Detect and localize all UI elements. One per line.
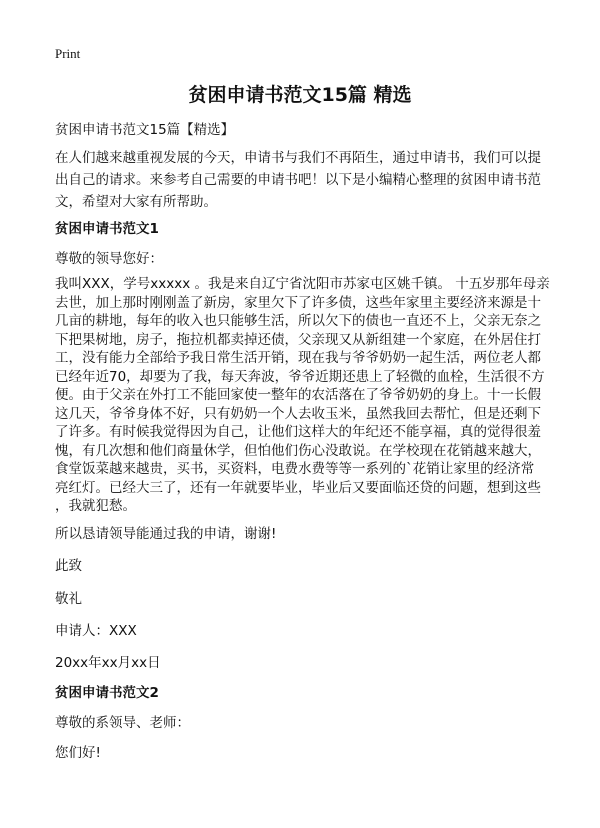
applicant: 申请人：XXX <box>55 623 137 639</box>
salutation: 尊敬的系领导、老师： <box>55 715 190 731</box>
regards-line: 敬礼 <box>55 591 82 607</box>
text-line: 在人们越来越重视发展的今天，申请书与我们不再陌生，通过申请书，我们可以提 <box>55 150 541 166</box>
text-line: 便。由于父亲在外打工不能回家使一整年的农活落在了爷爷奶奶的身上。十一长假 <box>55 387 541 403</box>
text-line: 愧，有几次想和他们商量休学，但怕他们伤心没敢说。在学校现在花销越来越大， <box>55 442 541 459</box>
subtitle: 贫困申请书范文15篇【精选】 <box>55 122 235 138</box>
text-line: 文，希望对大家有所帮助。 <box>55 194 217 210</box>
text-line: 几亩的耕地，每年的收入也只能够生活，所以欠下的债也一直还不上，父亲无奈之 <box>55 313 541 329</box>
body-paragraph <box>55 275 550 516</box>
print-link[interactable]: Print <box>55 46 81 61</box>
section-heading: 贫困申请书范文2 <box>55 685 159 701</box>
text-line: 这几天，爷爷身体不好，只有奶奶一个人去收玉米，虽然我回去帮忙，但是还剩下 <box>55 405 541 422</box>
regards-line: 此致 <box>55 558 82 574</box>
text-line: 去世，加上那时刚刚盖了新房，家里欠下了许多债，这些年家里主要经济来源是十 <box>55 294 541 311</box>
text-line: 亮红灯。已经大三了，还有一年就要毕业，毕业后又要面临还贷的问题，想到这些 <box>55 479 541 496</box>
section-heading: 贫困申请书范文1 <box>55 221 159 237</box>
greeting: 您们好! <box>55 745 101 761</box>
salutation: 尊敬的领导您好： <box>55 251 163 267</box>
text-line: 出自己的请求。来参考自己需要的申请书吧！以下是小编精心整理的贫困申请书范 <box>55 172 541 188</box>
intro-paragraph <box>55 147 541 213</box>
text-line: ，我就犯愁。 <box>55 498 136 514</box>
text-line: 工，没有能力全部给予我日常生活开销，现在我与爷爷奶奶一起生活，两位老人都 <box>55 350 541 366</box>
text-line: 食堂饭菜越来越贵，买书，买资料，电费水费等等一系列的`花销让家里的经济常 <box>55 461 535 477</box>
date: 20xx年xx月xx日 <box>55 655 161 671</box>
text-line: 了许多。有时候我觉得因为自己，让他们这样大的年纪还不能享福，真的觉得很羞 <box>55 424 541 440</box>
closing-request: 所以恳请领导能通过我的申请，谢谢! <box>55 526 277 542</box>
document-title: 贫困申请书范文15篇 精选 <box>188 84 412 106</box>
text-line: 已经年近70，却要为了我，每天奔波，爷爷近期还患上了轻微的血栓，生活很不方 <box>55 368 545 385</box>
text-line: 我叫XXX，学号xxxxx 。我是来自辽宁省沈阳市苏家屯区姚千镇。 十五岁那年母亲 <box>55 276 550 292</box>
text-line: 下把果树地，房子，拖拉机都卖掉还债，父亲现又从新组建一个家庭，在外居住打 <box>55 331 541 348</box>
